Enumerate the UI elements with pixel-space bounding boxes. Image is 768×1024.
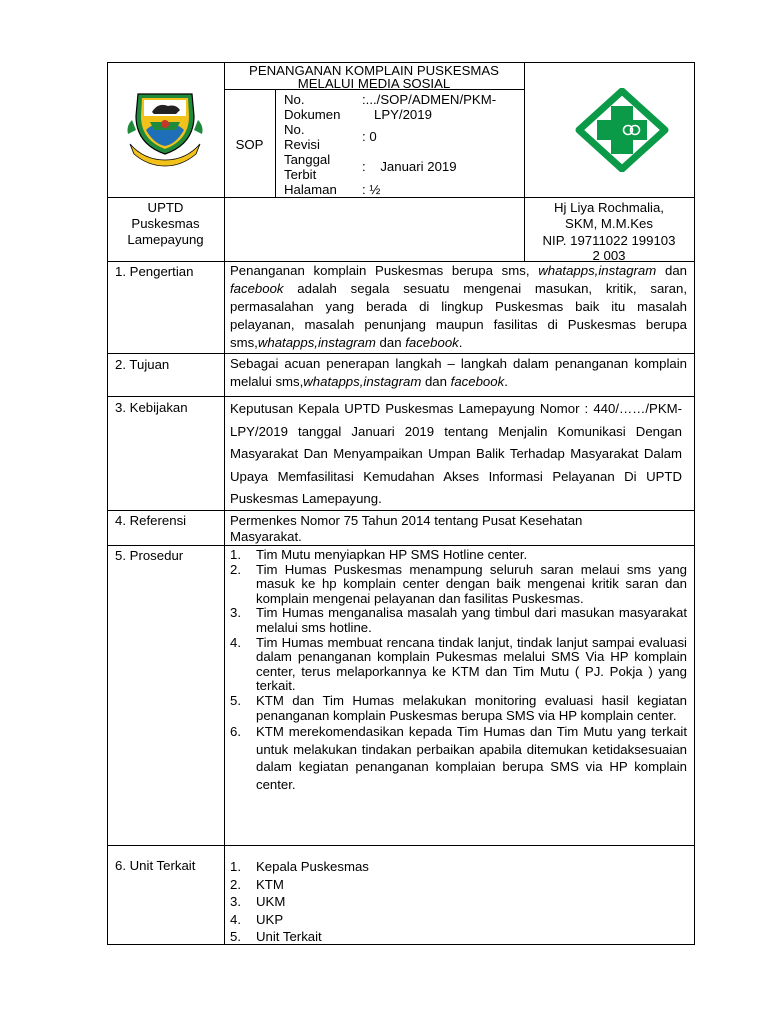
pengertian-part-5: . (458, 335, 463, 350)
list-item (230, 876, 530, 894)
unit-terkait-list (230, 858, 530, 946)
list-item (230, 563, 687, 607)
list-text: Unit Terkait (256, 929, 322, 945)
list-item (230, 911, 530, 929)
halaman-value: : ½ (362, 182, 381, 197)
pengertian-part-4: dan (375, 335, 406, 350)
regional-emblem (124, 86, 206, 170)
tujuan-part-2: dan (421, 374, 451, 389)
list-item (230, 548, 687, 563)
list-text: UKP (256, 911, 284, 927)
list-text: Tim Mutu menyiapkan HP SMS Hotline center. (256, 547, 528, 562)
list-number: 5. (230, 929, 241, 945)
divider-h-tujuan (107, 396, 695, 397)
referensi-line-2: Masyarakat. (230, 529, 302, 544)
tujuan-em-2: facebook (450, 374, 505, 389)
no-revisi-value: : 0 (362, 129, 377, 144)
list-item (230, 858, 530, 876)
list-number: 4. (230, 634, 241, 650)
list-number: 4. (230, 911, 241, 927)
tujuan-text (230, 355, 687, 391)
list-text: KTM (256, 876, 284, 892)
signatory-nip-2: 2 003 (592, 248, 626, 263)
halaman-label: Halaman (284, 182, 337, 197)
section-label-prosedur: 5. Prosedur (115, 548, 184, 563)
section-label-unit-terkait: 6. Unit Terkait (115, 858, 196, 873)
list-text: KTM dan Tim Humas melakukan monitoring evaluasi hasil kegiatan penanganan komplain Puskesmas berupa SMS via HP komplain center. (256, 692, 687, 723)
list-item (230, 636, 687, 694)
sop-label: SOP (235, 137, 264, 152)
list-text: Tim Humas membuat rencana tindak lanjut, tindak lanjut sampai evaluasi dalam penanganan komplain Pukesmas melalui SMS Via HP komplain center, terus melaporkannya ke KTM dan Tim Mutu ( PJ. Pokja ) yang terkait. (256, 634, 687, 694)
list-number: 1. (230, 859, 241, 874)
org-line-3: Lamepayung (127, 232, 204, 247)
outer-border-left (107, 62, 108, 945)
no-dokumen-value-2: LPY/2019 (374, 107, 432, 122)
divider-h-pengertian (107, 353, 695, 354)
list-number: 2. (230, 876, 241, 892)
list-item (230, 606, 687, 635)
pengertian-em-4: facebook (405, 335, 459, 350)
pengertian-text (230, 262, 687, 352)
list-text: Kepala Puskesmas (256, 859, 369, 874)
tanggal-value: : Januari 2019 (362, 159, 457, 174)
title-line-2: MELALUI MEDIA SOSIAL (297, 76, 451, 91)
referensi-line-1: Permenkes Nomor 75 Tahun 2014 tentang Pusat Kesehatan (230, 513, 583, 528)
tujuan-part-3: . (504, 374, 508, 389)
list-text: UKM (256, 894, 286, 910)
pengertian-em-3: whatapps,instagram (257, 335, 376, 350)
outer-border-right (694, 62, 695, 945)
list-text: Tim Humas menganalisa masalah yang timbul dari masukan masyarakat melalui sms hotline. (256, 605, 687, 635)
list-number: 3. (230, 894, 241, 910)
prosedur-list (230, 548, 687, 793)
section-label-tujuan: 2. Tujuan (115, 357, 170, 372)
section-label-pengertian: 1. Pengertian (115, 264, 194, 279)
puskesmas-logo (575, 88, 669, 172)
list-number: 3. (230, 605, 241, 621)
list-item (230, 723, 687, 793)
org-line-1: UPTD (147, 200, 184, 215)
list-number: 1. (230, 547, 241, 562)
list-item (230, 928, 530, 946)
no-revisi-label-1: No. (284, 122, 305, 137)
divider-h-prosedur (107, 845, 695, 846)
pengertian-em-2: facebook (230, 281, 284, 296)
list-text: Tim Humas Puskesmas menampung seluruh saran melaui sms yang masuk ke hp komplain center dengan baik mengenai kritik saran dan komplain mengenai pelayanan dan fasilitas Puskesmas. (256, 561, 687, 606)
list-number: 2. (230, 561, 241, 577)
tanggal-label-1: Tanggal (284, 152, 331, 167)
divider-v3 (275, 89, 276, 197)
tujuan-em-1: whatapps,instagram (303, 374, 422, 389)
pengertian-part-2: dan (656, 263, 687, 278)
divider-v1 (224, 62, 225, 945)
divider-h-header (107, 197, 695, 198)
list-number: 6. (230, 724, 241, 740)
no-dokumen-label-1: No. (284, 92, 305, 107)
list-number: 5. (230, 692, 241, 708)
list-item (230, 893, 530, 911)
pengertian-part-3: adalah segala sesuatu mengenai masukan, kritik, saran, permasalahan yang berada di lingkup Puskesmas baik itu masalah pelayanan, masalah penunjang maupun fasilitas di Puskesmas berupa sms, (230, 281, 687, 350)
title-line-1: PENANGANAN KOMPLAIN PUSKESMAS (249, 63, 499, 78)
signatory-name: Hj Liya Rochmalia, (554, 200, 664, 215)
no-revisi-label-2: Revisi (284, 137, 320, 152)
tanggal-label-2: Terbit (284, 167, 317, 182)
section-label-referensi: 4. Referensi (115, 513, 187, 528)
pengertian-part-1: Penanganan komplain Puskesmas berupa sms, (230, 263, 539, 278)
section-label-kebijakan: 3. Kebijakan (115, 400, 188, 415)
org-line-2: Puskesmas (131, 216, 200, 231)
divider-h-referensi (107, 545, 695, 546)
divider-v2 (524, 62, 525, 261)
no-dokumen-value-1: :.../SOP/ADMEN/PKM- (362, 92, 497, 107)
signatory-nip-1: NIP. 19711022 199103 (542, 233, 676, 248)
tujuan-part-1: Sebagai acuan penerapan langkah – langkah dalam penanganan komplain melalui sms, (230, 356, 687, 389)
kebijakan-text: Keputusan Kepala UPTD Puskesmas Lamepayung Nomor : 440/……/PKM-LPY/2019 tanggal Januari 2019 tentang Menjalin Komunikasi Dengan Masyarakat Dan Menyampaikan Umpan Balik Terhadap Masyarakat Dalam Upaya Memfasilitasi Kemudahan Akses Informasi Pelayanan Di UPTD Puskesmas Lamepayung. (230, 401, 682, 506)
list-text: KTM merekomendasikan kepada Tim Humas dan Tim Mutu yang terkait untuk melakukan tindakan perbaikan apabila ditemukan ketidaksesuaian dalam kegiatan penanganan komplaian berupa SMS via HP komplain center. (256, 724, 687, 792)
pengertian-em-1: whatapps,instagram (538, 263, 657, 278)
signatory-title: SKM, M.M.Kes (565, 216, 653, 231)
no-dokumen-label-2: Dokumen (284, 107, 341, 122)
list-item (230, 694, 687, 723)
